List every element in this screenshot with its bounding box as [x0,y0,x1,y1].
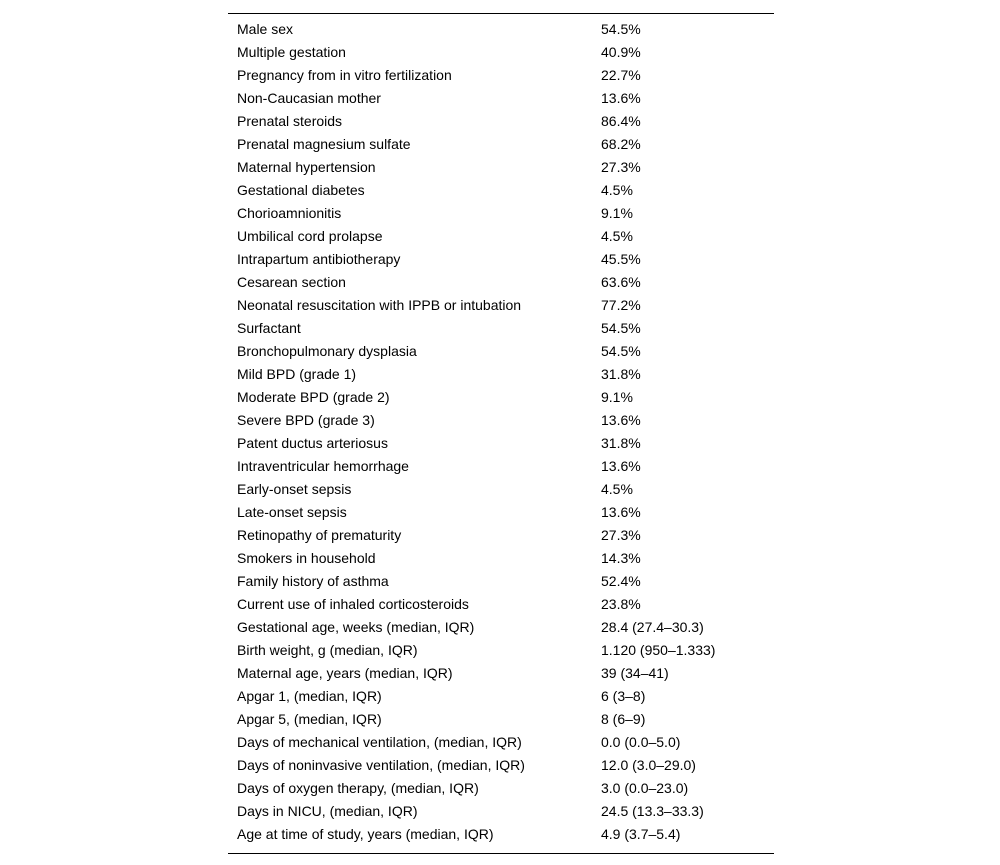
characteristic-value: 4.5% [601,481,633,497]
characteristic-value: 86.4% [601,113,641,129]
characteristic-label: Male sex [237,21,294,37]
characteristic-value: 12.0 (3.0–29.0) [601,757,696,773]
characteristic-value: 24.5 (13.3–33.3) [601,803,704,819]
table-row [228,731,774,754]
table-row [228,133,774,156]
characteristic-value: 13.6% [601,504,641,520]
characteristic-label: Current use of inhaled corticosteroids [237,596,469,612]
table-body [228,18,774,846]
characteristic-label: Mild BPD (grade 1) [237,366,357,382]
table-row [228,294,774,317]
table-row [228,340,774,363]
characteristic-value: 22.7% [601,67,641,83]
characteristic-value: 77.2% [601,297,641,313]
table-row [228,754,774,777]
table-row [228,524,774,547]
table-row [228,64,774,87]
characteristic-label: Gestational age, weeks (median, IQR) [237,619,475,635]
characteristic-label: Non-Caucasian mother [237,90,381,106]
table-row [228,156,774,179]
characteristic-value: 3.0 (0.0–23.0) [601,780,689,796]
characteristic-label: Intrapartum antibiotherapy [237,251,401,267]
characteristic-label: Surfactant [237,320,301,336]
characteristic-label: Moderate BPD (grade 2) [237,389,390,405]
characteristic-value: 31.8% [601,366,641,382]
characteristic-label: Prenatal steroids [237,113,343,129]
table-row [228,41,774,64]
characteristic-label: Chorioamnionitis [237,205,342,221]
table-row [228,317,774,340]
characteristic-value: 45.5% [601,251,641,267]
characteristic-label: Umbilical cord prolapse [237,228,383,244]
characteristic-label: Bronchopulmonary dysplasia [237,343,417,359]
characteristic-value: 31.8% [601,435,641,451]
characteristic-label: Maternal hypertension [237,159,376,175]
characteristic-label: Days in NICU, (median, IQR) [237,803,418,819]
characteristic-value: 28.4 (27.4–30.3) [601,619,704,635]
table-row [228,662,774,685]
table-row [228,800,774,823]
table-row [228,225,774,248]
characteristic-value: 23.8% [601,596,641,612]
table-row [228,18,774,41]
characteristic-value: 14.3% [601,550,641,566]
characteristic-value: 4.5% [601,228,633,244]
characteristic-label: Maternal age, years (median, IQR) [237,665,453,681]
table-row [228,823,774,846]
characteristic-label: Pregnancy from in vitro fertilization [237,67,452,83]
table-row [228,363,774,386]
characteristic-value: 8 (6–9) [601,711,646,727]
characteristic-label: Apgar 1, (median, IQR) [237,688,382,704]
characteristic-label: Days of mechanical ventilation, (median, IQR) [237,734,522,750]
characteristic-label: Apgar 5, (median, IQR) [237,711,382,727]
table-row [228,593,774,616]
characteristic-label: Early-onset sepsis [237,481,352,497]
characteristic-label: Family history of asthma [237,573,389,589]
characteristic-label: Birth weight, g (median, IQR) [237,642,418,658]
table-row [228,777,774,800]
characteristic-value: 4.5% [601,182,633,198]
table-row [228,547,774,570]
table-row [228,202,774,225]
characteristic-value: 0.0 (0.0–5.0) [601,734,681,750]
table-row [228,386,774,409]
table-row [228,616,774,639]
table-row [228,271,774,294]
table-row [228,685,774,708]
characteristic-value: 39 (34–41) [601,665,669,681]
characteristic-value: 27.3% [601,159,641,175]
characteristic-label: Gestational diabetes [237,182,365,198]
characteristic-value: 1.120 (950–1.333) [601,642,716,658]
characteristic-value: 63.6% [601,274,641,290]
characteristic-label: Late-onset sepsis [237,504,347,520]
characteristic-value: 68.2% [601,136,641,152]
characteristic-value: 54.5% [601,343,641,359]
table-row [228,87,774,110]
characteristic-label: Days of noninvasive ventilation, (median, IQR) [237,757,525,773]
characteristic-value: 4.9 (3.7–5.4) [601,826,681,842]
characteristic-value: 6 (3–8) [601,688,646,704]
table-row [228,708,774,731]
table-row [228,179,774,202]
table-row [228,639,774,662]
characteristic-label: Prenatal magnesium sulfate [237,136,411,152]
characteristic-label: Retinopathy of prematurity [237,527,402,543]
characteristic-label: Severe BPD (grade 3) [237,412,375,428]
characteristic-value: 27.3% [601,527,641,543]
characteristic-value: 9.1% [601,205,633,221]
characteristic-value: 54.5% [601,21,641,37]
table-row [228,478,774,501]
characteristic-value: 54.5% [601,320,641,336]
characteristic-label: Age at time of study, years (median, IQR) [237,826,494,842]
characteristic-value: 52.4% [601,573,641,589]
table-row [228,432,774,455]
table-row [228,248,774,271]
characteristic-value: 13.6% [601,458,641,474]
characteristic-label: Days of oxygen therapy, (median, IQR) [237,780,479,796]
characteristic-label: Intraventricular hemorrhage [237,458,409,474]
characteristic-value: 13.6% [601,90,641,106]
characteristic-label: Neonatal resuscitation with IPPB or intubation [237,297,522,313]
characteristic-label: Smokers in household [237,550,376,566]
characteristic-label: Multiple gestation [237,44,346,60]
table-row [228,110,774,133]
table-row [228,501,774,524]
characteristics-table [228,13,774,854]
characteristic-value: 40.9% [601,44,641,60]
characteristic-label: Cesarean section [237,274,346,290]
characteristic-value: 9.1% [601,389,633,405]
table-row [228,455,774,478]
table-row [228,570,774,593]
characteristic-label: Patent ductus arteriosus [237,435,388,451]
characteristic-value: 13.6% [601,412,641,428]
table-row [228,409,774,432]
